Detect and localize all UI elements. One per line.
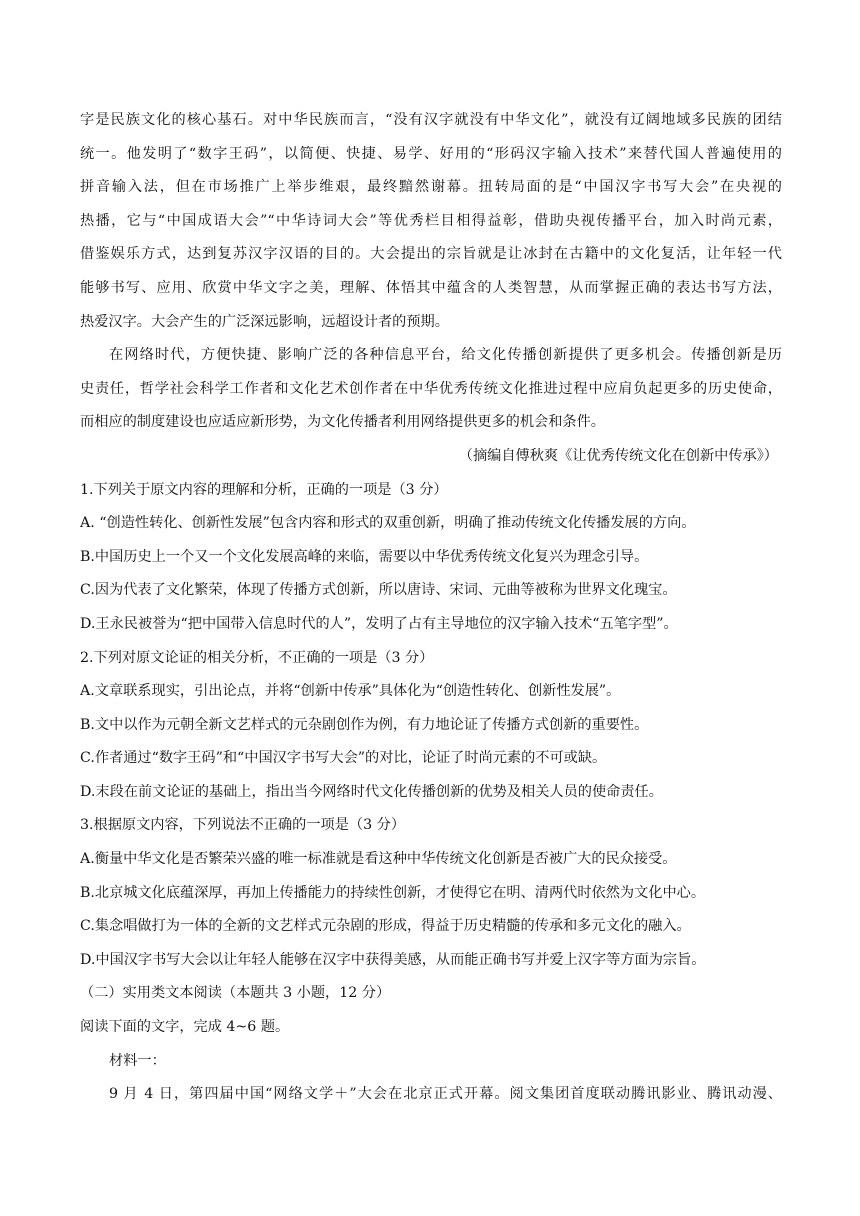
section-2 bbox=[80, 977, 782, 1111]
text-line: 热爱汉字。大会产生的广泛深远影响，远超设计者的预期。 bbox=[80, 313, 449, 330]
option-a: A. “创造性转化、创新性发展”包含内容和形式的双重创新，明确了推动传统文化传播发展的方向。 bbox=[80, 515, 696, 532]
text-line: 而相应的制度建设也应适应新形势，为文化传播者利用网络提供更多的机会和条件。 bbox=[80, 414, 605, 431]
text-line: 热播，它与“中国成语大会”“中华诗词大会”等优秀栏目相得益彰，借助央视传播平台，加入时尚元素， bbox=[80, 212, 782, 229]
material-label: 材料一： bbox=[109, 1052, 166, 1069]
option-d: D.王永民被誉为“把中国带入信息时代的人”，发明了占有主导地位的汉字输入技术“五笔字型”。 bbox=[80, 615, 678, 632]
text-line: 拼音输入法，但在市场推广上举步维艰，最终黯然谢幕。扭转局面的是“中国汉字书写大会”在央视的 bbox=[80, 179, 782, 196]
passage-source: （摘编自傅秋爽《让优秀传统文化在创新中传承》） bbox=[458, 447, 778, 464]
option-a: A.衡量中华文化是否繁荣兴盛的唯一标准就是看这种中华传统文化创新是否被广大的民众接受。 bbox=[80, 851, 677, 868]
option-b: B.中国历史上一个又一个文化发展高峰的来临，需要以中华优秀传统文化复兴为理念引导。 bbox=[80, 548, 649, 565]
option-d: D.中国汉字书写大会以让年轻人能够在汉字中获得美感，从而能正确书写并爱上汉字等方面为宗旨。 bbox=[80, 951, 706, 968]
question-stem: 3.根据原文内容，下列说法不正确的一项是（3 分） bbox=[80, 817, 406, 834]
option-c: C.作者通过“数字王码”和“中国汉字书写大会”的对比，论证了时尚元素的不可或缺。 bbox=[80, 750, 607, 767]
text-line: 能够书写、应用、欣赏中华文字之美，理解、体悟其中蕴含的人类智慧，从而掌握正确的表达书写方法， bbox=[80, 279, 782, 296]
option-c: C.因为代表了文化繁荣，体现了传播方式创新，所以唐诗、宋词、元曲等被称为世界文化瑰宝。 bbox=[80, 582, 677, 599]
document-page bbox=[80, 104, 782, 1112]
text-line: 字是民族文化的核心基石。对中华民族而言，“没有汉字就没有中华文化”，就没有辽阔地域多民族的团结 bbox=[80, 112, 782, 128]
material-first-line: 9 月 4 日，第四届中国“网络文学＋”大会在北京正式开幕。阅文集团首度联动腾讯影业、腾讯动漫、 bbox=[109, 1086, 782, 1103]
question-stem: 1.下列关于原文内容的理解和分析，正确的一项是（3 分） bbox=[80, 481, 448, 498]
option-b: B.北京城文化底蕴深厚，再加上传播能力的持续性创新，才使得它在明、清两代时依然为文化中心。 bbox=[80, 884, 706, 901]
passage-paragraph-2 bbox=[80, 339, 782, 440]
option-a: A.文章联系现实，引出论点，并将“创新中传承”具体化为“创造性转化、创新性发展”。 bbox=[80, 683, 621, 700]
text-line: 史责任，哲学社会科学工作者和文化艺术创作者在中华优秀传统文化推进过程中应肩负起更多的历史使命， bbox=[80, 380, 782, 397]
text-line: 统一。他发明了“数字王码”，以简便、快捷、易学、好用的“形码汉字输入技术”来替代国人普遍使用的 bbox=[80, 145, 782, 162]
question-stem: 2.下列对原文论证的相关分析，不正确的一项是（3 分） bbox=[80, 649, 434, 666]
passage-paragraph-1 bbox=[80, 104, 782, 339]
option-c: C.集念唱做打为一体的全新的文艺样式元杂剧的形成，得益于历史精髓的传承和多元文化的融入。 bbox=[80, 918, 691, 935]
section-heading: （二）实用类文本阅读（本题共 3 小题，12 分） bbox=[80, 985, 391, 1002]
question-3 bbox=[80, 809, 782, 977]
option-b: B.文中以作为元朝全新文艺样式的元杂剧创作为例，有力地论证了传播方式创新的重要性。 bbox=[80, 716, 649, 733]
text-line: 在网络时代，方便快捷、影响广泛的各种信息平台，给文化传播创新提供了更多机会。传播创新是历 bbox=[109, 347, 782, 364]
option-d: D.末段在前文论证的基础上，指出当今网络时代文化传播创新的优势及相关人员的使命责任。 bbox=[80, 783, 663, 800]
question-1 bbox=[80, 474, 782, 642]
section-instruction: 阅读下面的文字，完成 4~6 题。 bbox=[80, 1019, 290, 1036]
question-2 bbox=[80, 642, 782, 810]
text-line: 借鉴娱乐方式，达到复苏汉字汉语的目的。大会提出的宗旨就是让冰封在古籍中的文化复活，让年轻一代 bbox=[80, 246, 782, 263]
